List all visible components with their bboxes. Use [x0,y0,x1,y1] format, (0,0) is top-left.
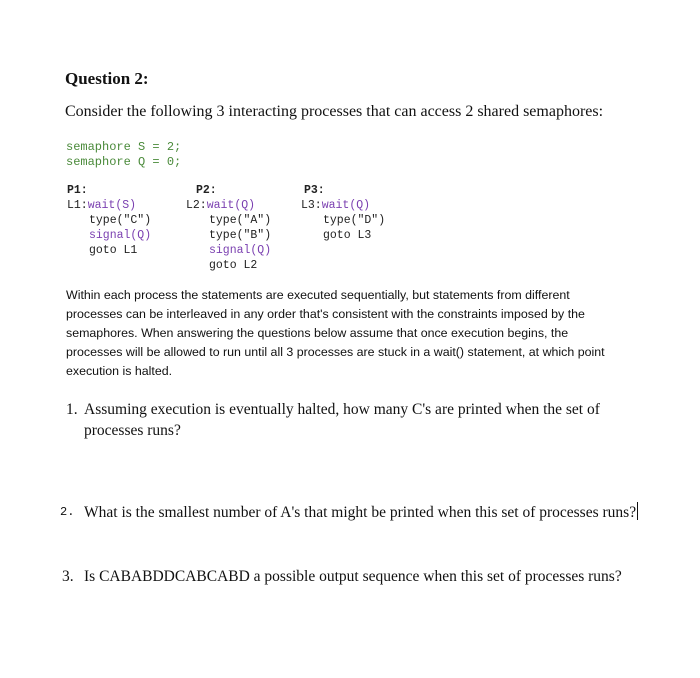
question-2-text[interactable] [84,502,638,522]
p1-goto-l1: goto L1 [89,244,138,257]
p1-signal-q: signal(Q) [89,229,152,242]
p3-type-d: type("D") [323,214,386,227]
p2-wait-q: wait(Q) [206,199,256,212]
paragraph-line: processes will be allowed to run until all 3 processes are stuck in a wait() statement, at which point [66,345,605,360]
semaphore-q-declaration: semaphore Q = 0; [66,155,182,169]
question-intro: Consider the following 3 interacting processes that can access 2 shared semaphores: [65,103,604,120]
question-2-number: 2. [60,505,75,519]
p3-label: L3: [301,199,322,212]
process-p2-name: P2: [196,184,217,197]
question-1-text-line-2: processes runs? [84,422,181,439]
p2-signal-q: signal(Q) [209,244,272,257]
p3-goto-l3: goto L3 [323,229,372,242]
p2-type-b: type("B") [209,229,272,242]
semaphore-s-declaration: semaphore S = 2; [66,140,182,154]
question-1-number: 1. [66,401,78,418]
process-p1-line-1 [67,199,136,212]
paragraph-line: execution is halted. [66,364,173,379]
p2-goto-l2: goto L2 [209,259,258,272]
process-p3-name: P3: [304,184,325,197]
p2-label: L2: [186,199,207,212]
paragraph-line: semaphores. When answering the questions below assume that once execution begins, the [66,326,569,341]
question-1-text-line-1: Assuming execution is eventually halted, how many C's are printed when the set of [84,401,600,418]
question-3-number: 3. [62,568,74,585]
question-title: Question 2: [65,69,149,88]
question-3-text: Is CABABDDCABCABD a possible output sequence when this set of processes runs? [84,568,622,585]
p1-label: L1: [67,199,88,212]
question-2-text-content: What is the smallest number of A's that might be printed when this set of processes runs? [84,504,637,521]
p1-type-c: type("C") [89,214,152,227]
instructions-paragraph [66,286,636,381]
process-p1-name: P1: [67,184,88,197]
text-cursor [637,502,638,520]
process-p3-line-1 [301,199,370,212]
p2-type-a: type("A") [209,214,272,227]
paragraph-line: processes can be interleaved in any order that's consistent with the constraints imposed by the [66,307,585,322]
p1-wait-s: wait(S) [87,199,137,212]
process-p2-line-1 [186,199,255,212]
paragraph-line: Within each process the statements are executed sequentially, but statements from different [66,288,570,302]
p3-wait-q: wait(Q) [321,199,371,212]
